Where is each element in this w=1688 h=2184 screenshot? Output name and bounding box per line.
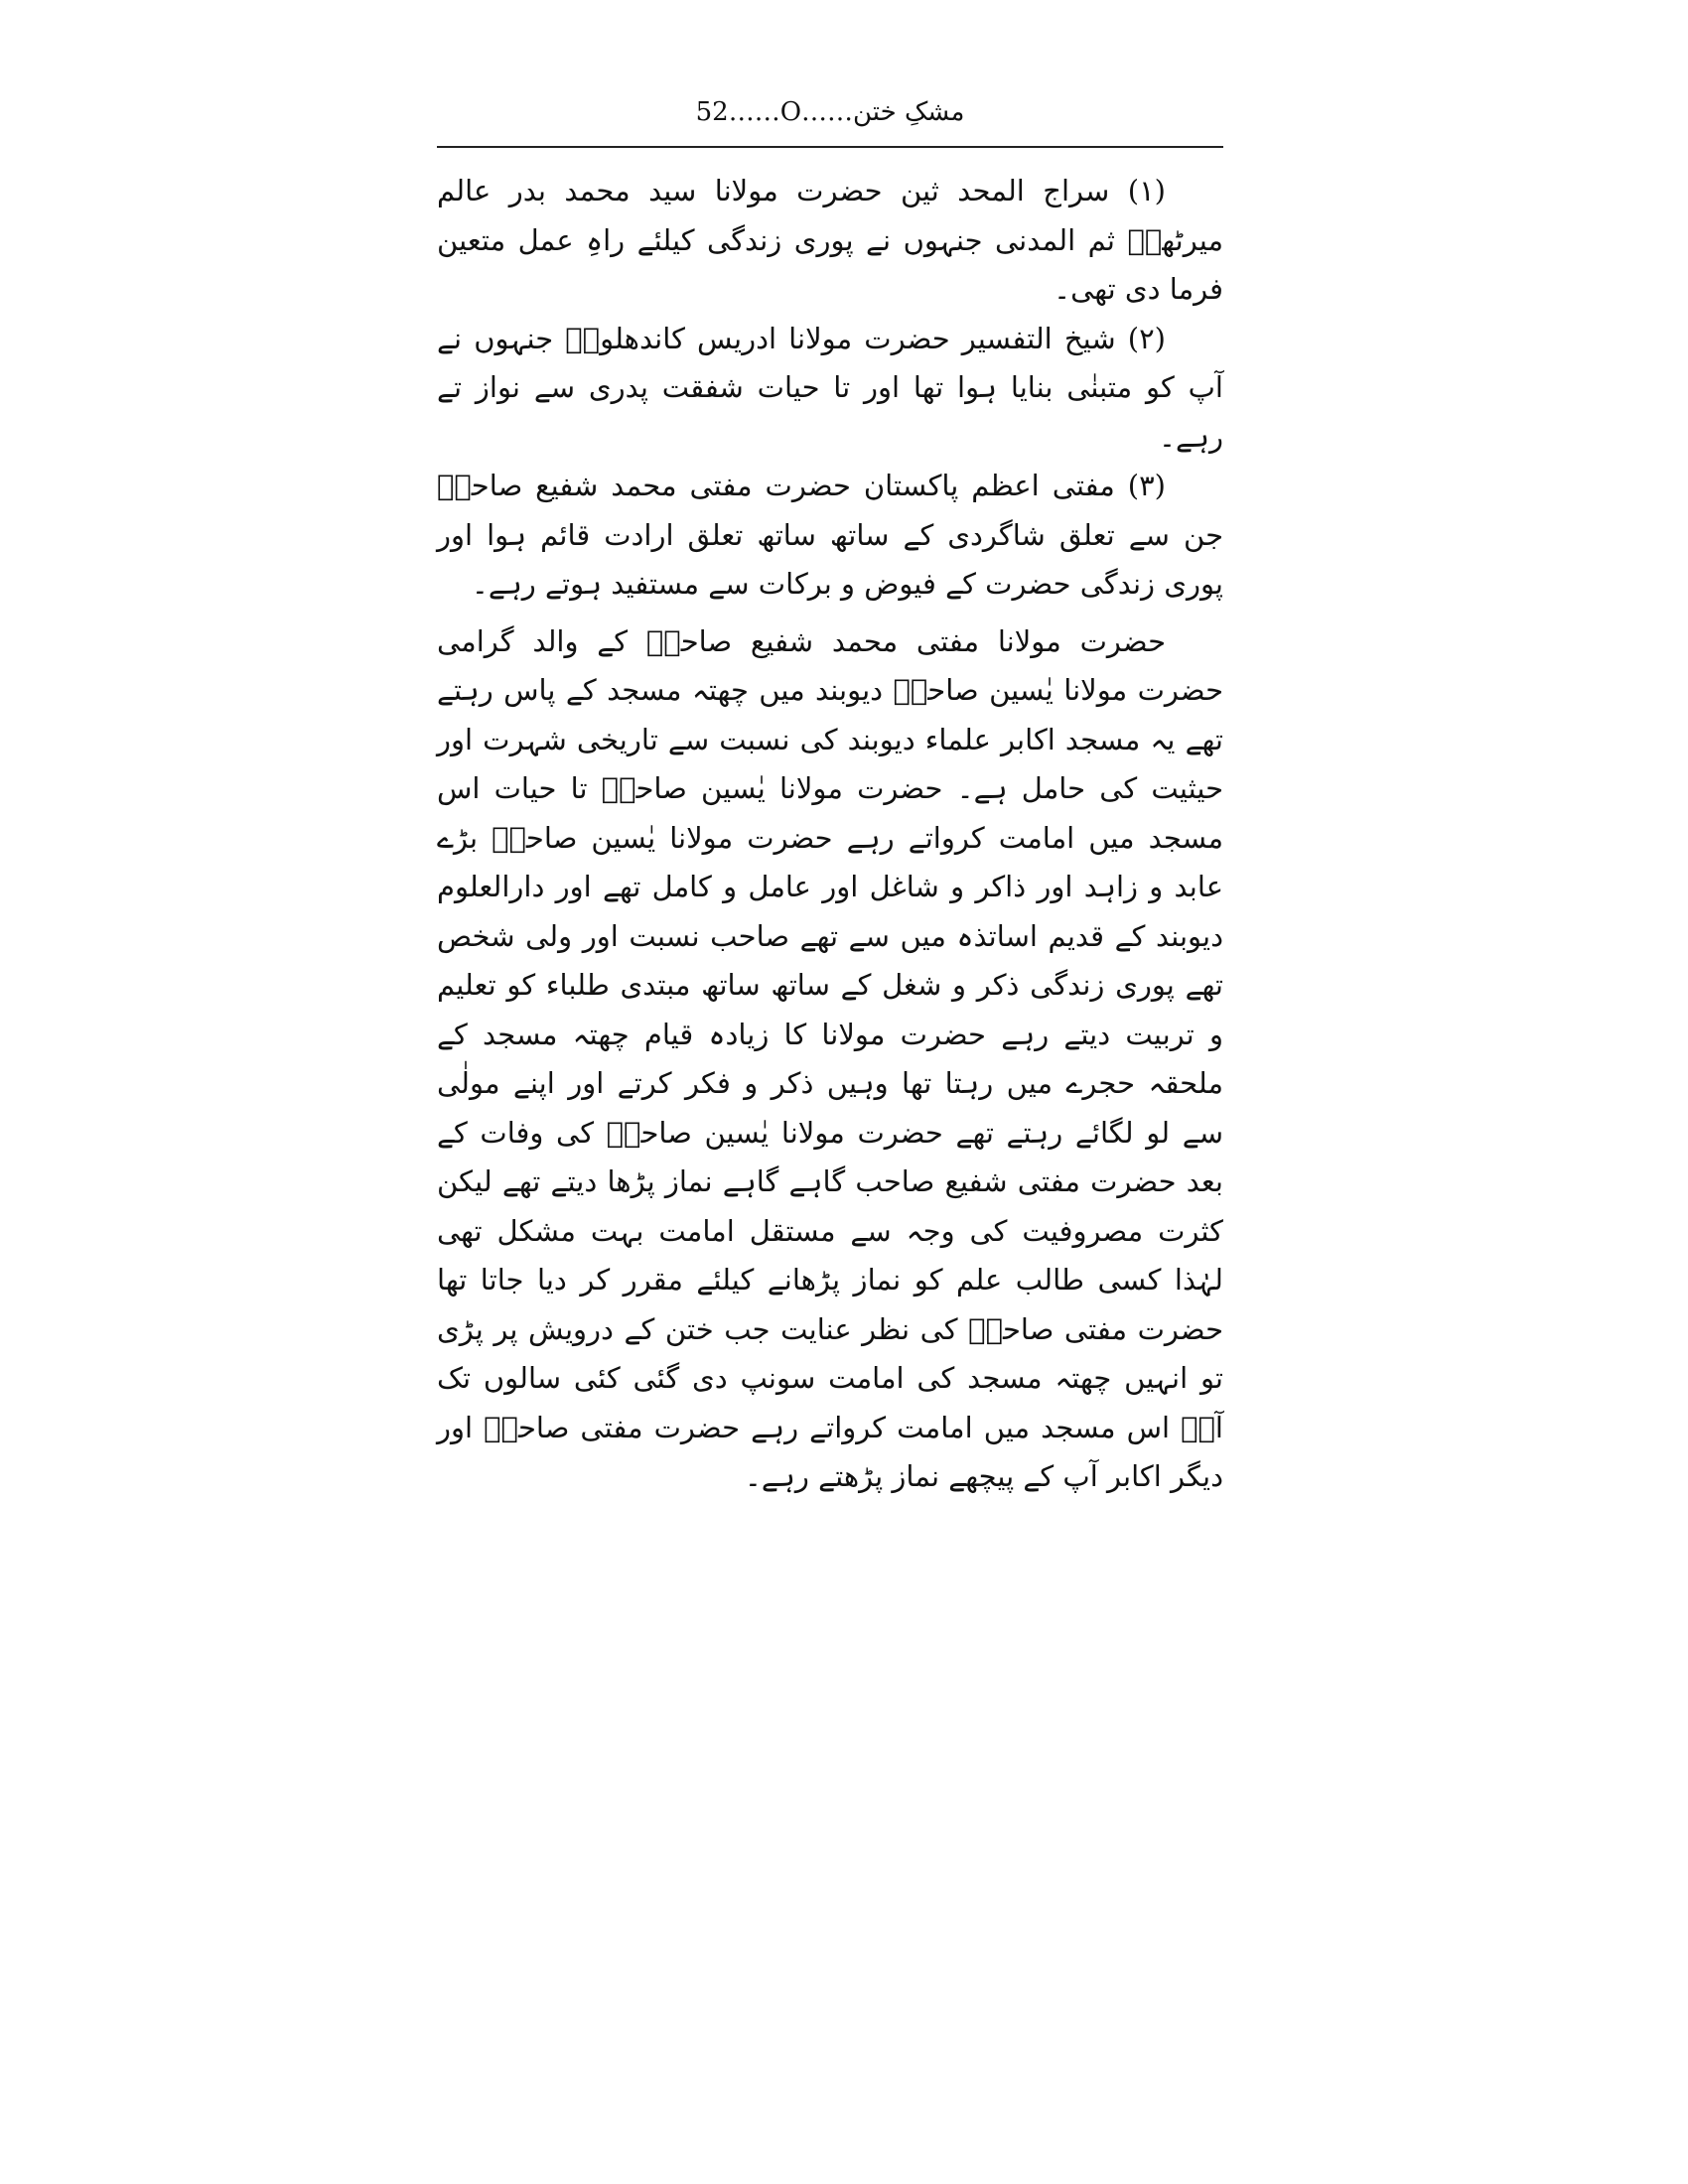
page-header — [437, 95, 1223, 129]
page-body — [437, 167, 1223, 1502]
header-separator: …… — [728, 97, 780, 127]
book-title: مشکِ ختن — [853, 97, 965, 127]
body-paragraph: حضرت مولانا مفتی محمد شفیع صاحبؒ کے والد گرامی حضرت مولانا یٰسین صاحبؒ دیوبند میں چھتہ مسجد کے پاس رہتے تھے یہ مسجد اکابر علماء دیوبند کی نسبت سے تاریخی شہرت اور حیثیت کی حامل ہے۔ حضرت مولانا یٰسین صاحبؒ تا حیات اس مسجد میں امامت کرواتے رہے حضرت مولانا یٰسین صاحبؒ بڑے عابد و زاہد اور ذاکر و شاغل اور عامل و کامل تھے اور دارالعلوم دیوبند کے قدیم اساتذہ میں سے تھے صاحب نسبت اور ولی شخص تھے پوری زندگی ذکر و شغل کے ساتھ ساتھ مبتدی طلباء کو تعلیم و تربیت دیتے رہے حضرت مولانا کا زیادہ قیام چھتہ مسجد کے ملحقہ حجرے میں رہتا تھا وہیں ذکر و فکر کرتے اور اپنے مولٰی سے لو لگائے رہتے تھے حضرت مولانا یٰسین صاحبؒ کی وفات کے بعد حضرت مفتی شفیع صاحب گاہے گاہے نماز پڑھا دیتے تھے لیکن کثرت مصروفیت کی وجہ سے مستقل امامت بہت مشکل تھی لہٰذا کسی طالب علم کو نماز پڑھانے کیلئے مقرر کر دیا جاتا تھا حضرت مفتی صاحبؒ کی نظر عنایت جب ختن کے درویش پر پڑی تو انہیں چھتہ مسجد کی امامت سونپ دی گئی کئی سالوں تک آپؒ اس مسجد میں امامت کرواتے رہے حضرت مفتی صاحبؒ اور دیگر اکابر آپ کے پیچھے نماز پڑھتے رہے۔ — [437, 623, 1223, 1493]
header-rule — [437, 146, 1223, 148]
numbered-paragraph-3: (۳) مفتی اعظم پاکستان حضرت مفتی محمد شفیع صاحبؒ جن سے تعلق شاگردی کے ساتھ ساتھ تعلق ارادت قائم ہوا اور پوری زندگی حضرت کے فیوض و برکات سے مستفید ہوتے رہے۔ — [437, 469, 1223, 601]
numbered-paragraph-2: (۲) شیخ التفسیر حضرت مولانا ادریس کاندھلویؒ جنہوں نے آپ کو متبنٰی بنایا ہوا تھا اور تا حیات شفقت پدری سے نواز تے رہے۔ — [437, 321, 1223, 454]
header-ornament: O — [779, 97, 802, 127]
numbered-paragraph-1: (۱) سراج المحد ثین حضرت مولانا سید محمد بدر عالم میرٹھیؒ ثم المدنی جنہوں نے پوری زندگی کیلئے راہِ عمل متعین فرما دی تھی۔ — [437, 174, 1223, 306]
header-separator: …… — [801, 97, 854, 127]
page-number: 52 — [695, 97, 729, 127]
